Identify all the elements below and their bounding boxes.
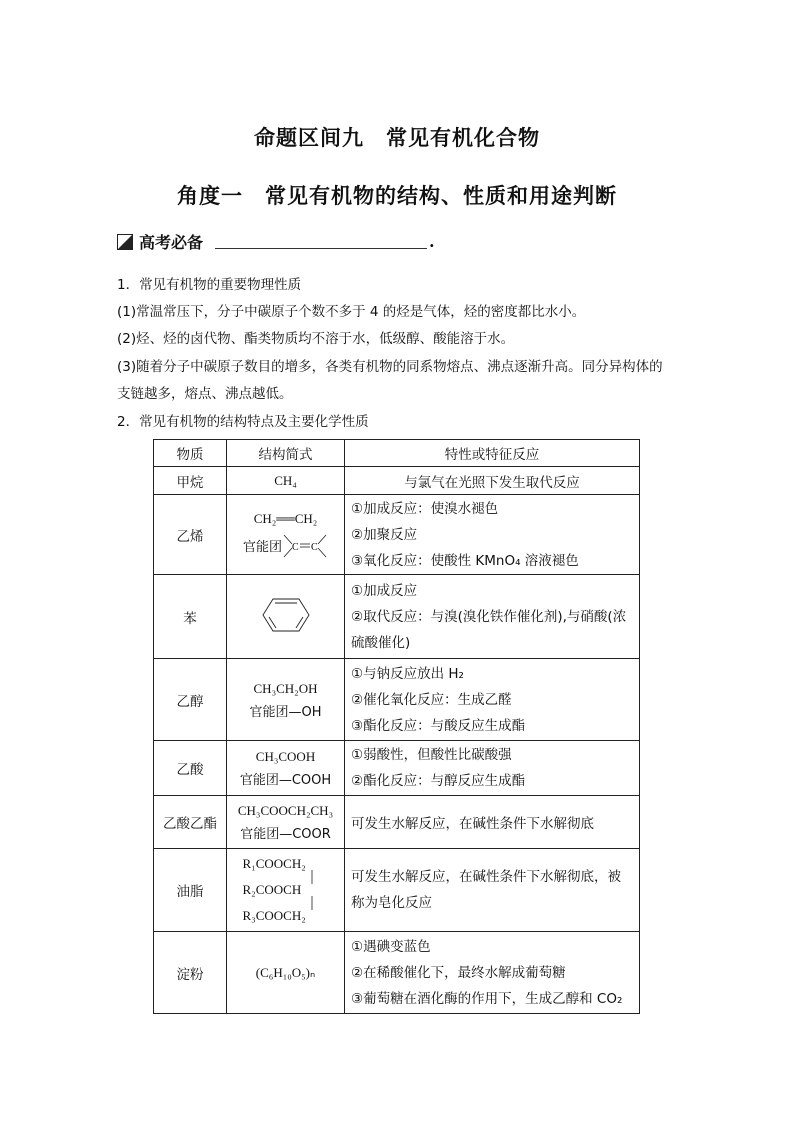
ethene-formula: CH₂══CH₂ (253, 510, 318, 526)
cell-formula (227, 575, 345, 659)
header-reaction: 特性或特征反应 (345, 440, 640, 467)
cell-reaction: ①加成反应 ②取代反应：与溴(溴化铁作催化剂),与硝酸(浓 硫酸催化) (345, 575, 640, 659)
table-row (154, 796, 640, 849)
header-substance: 物质 (154, 440, 227, 467)
table-row (154, 932, 640, 1014)
ethene-group-label: 官能团 (242, 540, 282, 555)
fat-formula-3: R₃COOCH₂ (242, 908, 306, 923)
cell-formula: CH₃CH₂OH 官能团—OH (227, 659, 345, 741)
cell-formula: CH₃COOCH₂CH₃ 官能团—COOR (227, 796, 345, 849)
cell-reaction: 可发生水解反应，在碱性条件下水解彻底，被 称为皂化反应 (345, 849, 640, 932)
page-subtitle: 角度一 常见有机物的结构、性质和用途判断 (177, 183, 617, 208)
table-header-row (154, 440, 640, 467)
fat-bond-lines (309, 851, 315, 929)
cell-reaction: 可发生水解反应，在碱性条件下水解彻底 (345, 796, 640, 849)
table-row (154, 659, 640, 741)
cell-reaction: ①与钠反应放出 H₂ ②催化氧化反应：生成乙醛 ③酯化反应：与酸反应生成酯 (345, 659, 640, 741)
benzene-ring-icon (261, 597, 311, 633)
section-header (117, 230, 435, 253)
section-label: 高考必备 (139, 233, 204, 252)
cell-name: 乙烯 (154, 495, 227, 575)
properties-table (153, 439, 640, 1014)
cell-formula: CH₄ (227, 467, 345, 495)
fat-formula-2: R₂COOCH (242, 882, 302, 897)
table-row (154, 741, 640, 796)
cell-name: 乙醇 (154, 659, 227, 741)
header-formula: 结构简式 (227, 440, 345, 467)
cell-name: 油脂 (154, 849, 227, 932)
cell-name: 苯 (154, 575, 227, 659)
cell-formula (227, 495, 345, 575)
svg-text:C: C (292, 541, 299, 553)
cell-name: 淀粉 (154, 932, 227, 1014)
part1-item2: (2)烃、烃的卤代物、酯类物质均不溶于水，低级醇、酸能溶于水。 (117, 331, 515, 347)
cell-name: 甲烷 (154, 467, 227, 495)
cell-reaction: ①弱酸性，但酸性比碳酸强 ②酯化反应：与醇反应生成酯 (345, 741, 640, 796)
table-row (154, 467, 640, 495)
section-square-icon (117, 234, 133, 250)
cell-reaction: ①遇碘变蓝色 ②在稀酸催化下，最终水解成葡萄糖 ③葡萄糖在酒化酶的作用下，生成乙醇和 CO₂ (345, 932, 640, 1014)
cell-formula (227, 849, 345, 932)
cell-reaction: ①加成反应：使溴水褪色 ②加聚反应 ③氧化反应：使酸性 KMnO₄ 溶液褪色 (345, 495, 640, 575)
table-row (154, 849, 640, 932)
section-dot: . (429, 231, 435, 251)
table-row (154, 575, 640, 659)
cell-formula: (C₆H₁₀O₅)ₙ (227, 932, 345, 1014)
svg-text:C: C (311, 541, 318, 553)
cell-reaction: 与氯气在光照下发生取代反应 (345, 467, 640, 495)
part2-heading: 2．常见有机物的结构特点及主要化学性质 (117, 414, 369, 430)
cc-double-bond-icon (282, 533, 328, 559)
part1-item3a: (3)随着分子中碳原子数目的增多，各类有机物的同系物熔点、沸点逐渐升高。同分异构体的 (117, 359, 663, 375)
cell-formula: CH₃COOH 官能团—COOH (227, 741, 345, 796)
cell-name: 乙酸乙酯 (154, 796, 227, 849)
part1-item3b: 支链越多，熔点、沸点越低。 (117, 386, 293, 402)
part1-item1: (1)常温常压下，分子中碳原子个数不多于 4 的烃是气体，烃的密度都比水小。 (117, 304, 586, 320)
section-underline (215, 234, 427, 249)
fat-formula-1: R₁COOCH₂ (242, 856, 306, 871)
table-row (154, 495, 640, 575)
cell-name: 乙酸 (154, 741, 227, 796)
page-title: 命题区间九 常见有机化合物 (254, 125, 540, 150)
part1-heading: 1．常见有机物的重要物理性质 (117, 277, 302, 293)
